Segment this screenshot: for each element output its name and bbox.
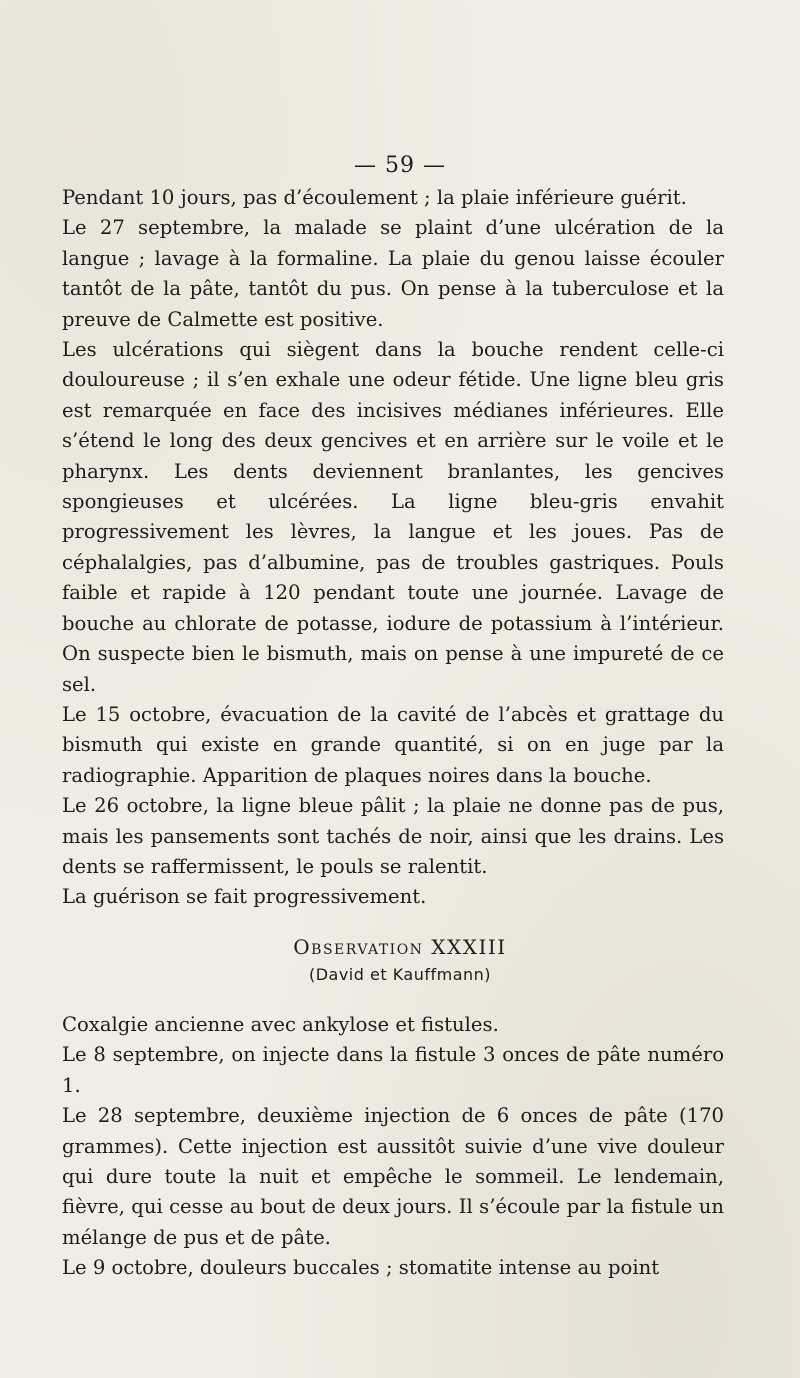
- paragraph: Le 28 septembre, deuxième injection de 6 onces de pâte (170 grammes). Cette injection est aussitôt suivie d’une vive douleur qui dure toute la nuit et empêche le sommeil. Le lendemain, fièvre, qui cesse au bout de deux jours. Il s’écoule par la fistule un mélange de pus et de pâte.: [62, 1104, 724, 1249]
- paragraph: Le 9 octobre, douleurs buccales ; stomatite intense au point: [62, 1256, 660, 1280]
- paragraph: Coxalgie ancienne avec ankylose et fistules.: [62, 1013, 499, 1036]
- case-text-section: [62, 183, 724, 913]
- observation-authors: (David et Kauffmann): [308, 965, 492, 984]
- paragraph: Le 27 septembre, la malade se plaint d’une ulcération de la langue ; lavage à la formaline. La plaie du genou laisse écouler tantôt de la pâte, tantôt du pus. On pense à la tuberculose et la preuve de Calmette est positive.: [62, 216, 724, 331]
- paragraph: Le 8 septembre, on injecte dans la fistule 3 onces de pâte numéro 1.: [62, 1043, 724, 1097]
- paragraph: Les ulcérations qui siègent dans la bouche rendent celle-ci douloureuse ; il s’en exhale une odeur fétide. Une ligne bleu gris est remarquée en face des incisives médianes inférieures. Elle s’étend le long des deux gencives et en arrière sur le voile et le pharynx. Les dents deviennent branlantes, les gencives spongieuses et ulcérées. La ligne bleu-gris envahit progressivement les lèvres, la langue et les joues. Pas de céphalalgies, pas d’albumine, pas de troubles gastriques. Pouls faible et rapide à 120 pendant toute une journée. Lavage de bouche au chlorate de potasse, iodure de potassium à l’intérieur. On suspecte bien le bismuth, mais on pense à une impureté de ce sel.: [62, 338, 724, 696]
- paragraph: Le 26 octobre, la ligne bleue pâlit ; la plaie ne donne pas de pus, mais les pansements sont tachés de noir, ainsi que les drains. Les dents se raffermissent, le pouls se ralentit.: [62, 794, 724, 878]
- paragraph: La guérison se fait progressivement.: [62, 885, 427, 909]
- observation-heading: Observation XXXIII: [293, 935, 507, 959]
- page-number: — 59 —: [354, 153, 446, 178]
- paragraph: Pendant 10 jours, pas d’écoulement ; la plaie inférieure guérit.: [62, 186, 687, 209]
- observation-text-section: [62, 1010, 724, 1284]
- paragraph: Le 15 octobre, évacuation de la cavité de l’abcès et grattage du bismuth qui existe en grande quantité, si on en juge par la radiographie. Apparition de plaques noires dans la bouche.: [62, 702, 724, 787]
